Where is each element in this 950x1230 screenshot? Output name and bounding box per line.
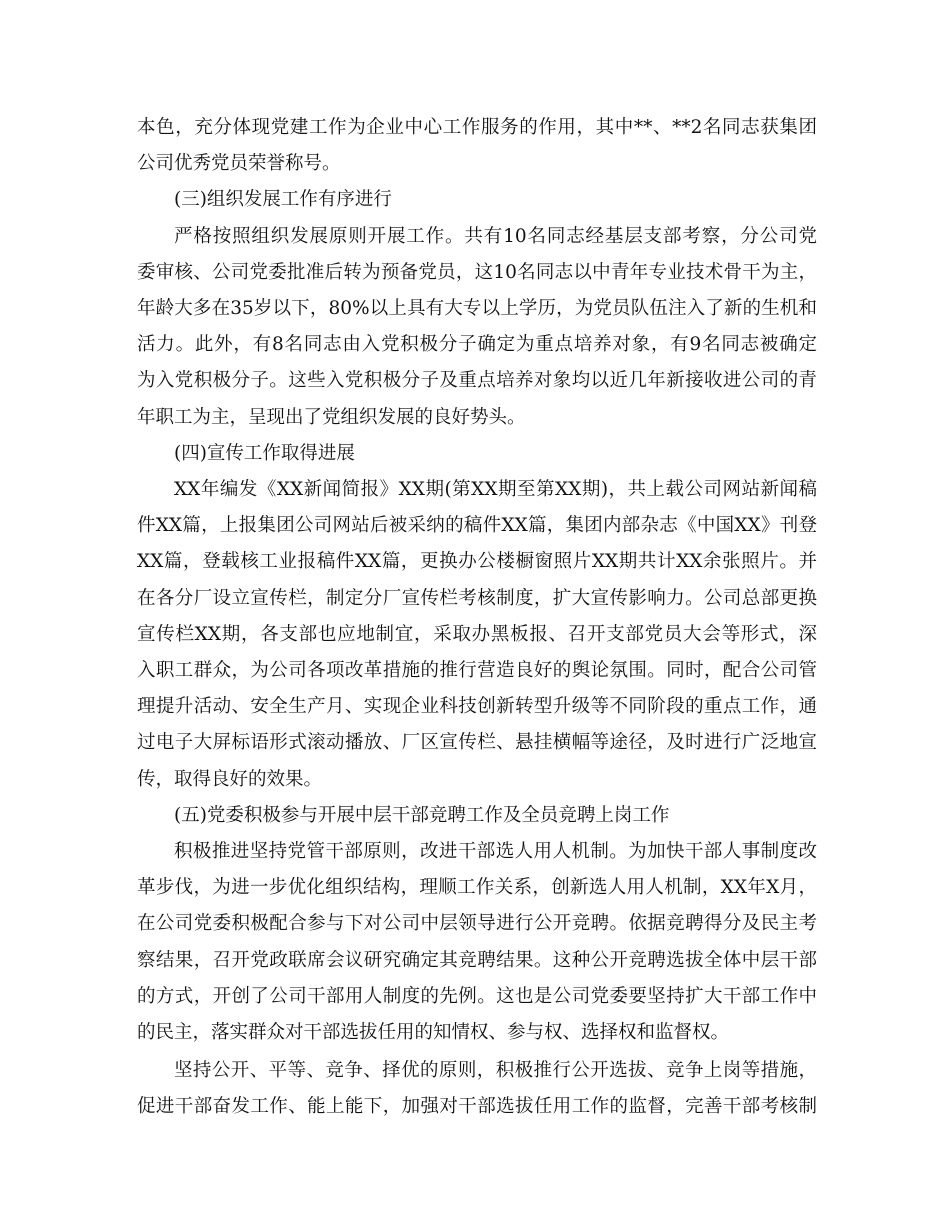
text-line: 在各分厂设立宣传栏，制定分厂宣传栏考核制度，扩大宣传影响力。公司总部更换 (137, 588, 817, 609)
text-line: 察结果，召开党政联席会议研究确定其竞聘结果。这种公开竞聘选拔全体中层干部 (137, 950, 817, 971)
text-line: 本色，充分体现党建工作为企业中心工作服务的作用，其中**、**2名同志获集团 (137, 117, 817, 138)
section-heading: (三)组织发展工作有序进行 (174, 189, 392, 210)
text-line: 在公司党委积极配合参与下对公司中层领导进行公开竞聘。依据竞聘得分及民主考 (137, 913, 817, 934)
text-line: 严格按照组织发展原则开展工作。共有10名同志经基层支部考察，分公司党 (174, 226, 817, 247)
text-line: 革步伐，为进一步优化组织结构，理顺工作关系，创新选人用人机制，XX年X月， (137, 877, 817, 898)
text-line: 宣传栏XX期，各支部也应地制宜，采取办黑板报、召开支部党员大会等形式，深 (137, 624, 817, 645)
text-line: 公司优秀党员荣誉称号。 (137, 153, 341, 174)
text-line: 为入党积极分子。这些入党积极分子及重点培养对象均以近几年新接收进公司的青 (137, 370, 817, 391)
text-line: 积极推进坚持党管干部原则，改进干部选人用人机制。为加快干部人事制度改 (174, 841, 817, 862)
text-line: XX年编发《XX新闻简报》XX期(第XX期至第XX期)，共上载公司网站新闻稿 (174, 479, 817, 500)
section-heading: (五)党委积极参与开展中层干部竞聘工作及全员竞聘上岗工作 (174, 805, 670, 826)
text-line: 委审核、公司党委批准后转为预备党员，这10名同志以中青年专业技术骨干为主， (137, 262, 817, 283)
text-line: 年职工为主，呈现出了党组织发展的良好势头。 (137, 407, 526, 428)
text-line: XX篇，登载核工业报稿件XX篇，更换办公楼橱窗照片XX期共计XX余张照片。并 (137, 551, 817, 572)
text-line: 件XX篇，上报集团公司网站后被采纳的稿件XX篇，集团内部杂志《中国XX》刊登 (137, 515, 817, 536)
text-line: 理提升活动、安全生产月、实现企业科技创新转型升级等不同阶段的重点工作，通 (137, 696, 817, 717)
section-heading: (四)宣传工作取得进展 (174, 443, 355, 464)
text-line: 的方式，开创了公司干部用人制度的先例。这也是公司党委要坚持扩大干部工作中 (137, 986, 817, 1007)
text-line: 促进干部奋发工作、能上能下，加强对干部选拔任用工作的监督，完善干部考核制 (137, 1096, 817, 1117)
text-line: 过电子大屏标语形式滚动播放、厂区宣传栏、悬挂横幅等途径，及时进行广泛地宣 (137, 732, 817, 753)
text-line: 的民主，落实群众对干部选拔任用的知情权、参与权、选择权和监督权。 (137, 1022, 730, 1043)
text-line: 活力。此外，有8名同志由入党积极分子确定为重点培养对象，有9名同志被确定 (137, 334, 817, 355)
text-line: 入职工群众，为公司各项改革措施的推行营造良好的舆论氛围。同时，配合公司管 (137, 660, 817, 681)
text-line: 年龄大多在35岁以下，80%以上具有大专以上学历，为党员队伍注入了新的生机和 (137, 298, 817, 319)
text-line: 传，取得良好的效果。 (137, 769, 323, 790)
text-line: 坚持公开、平等、竞争、择优的原则，积极推行公开选拔、竞争上岗等措施， (174, 1060, 817, 1081)
